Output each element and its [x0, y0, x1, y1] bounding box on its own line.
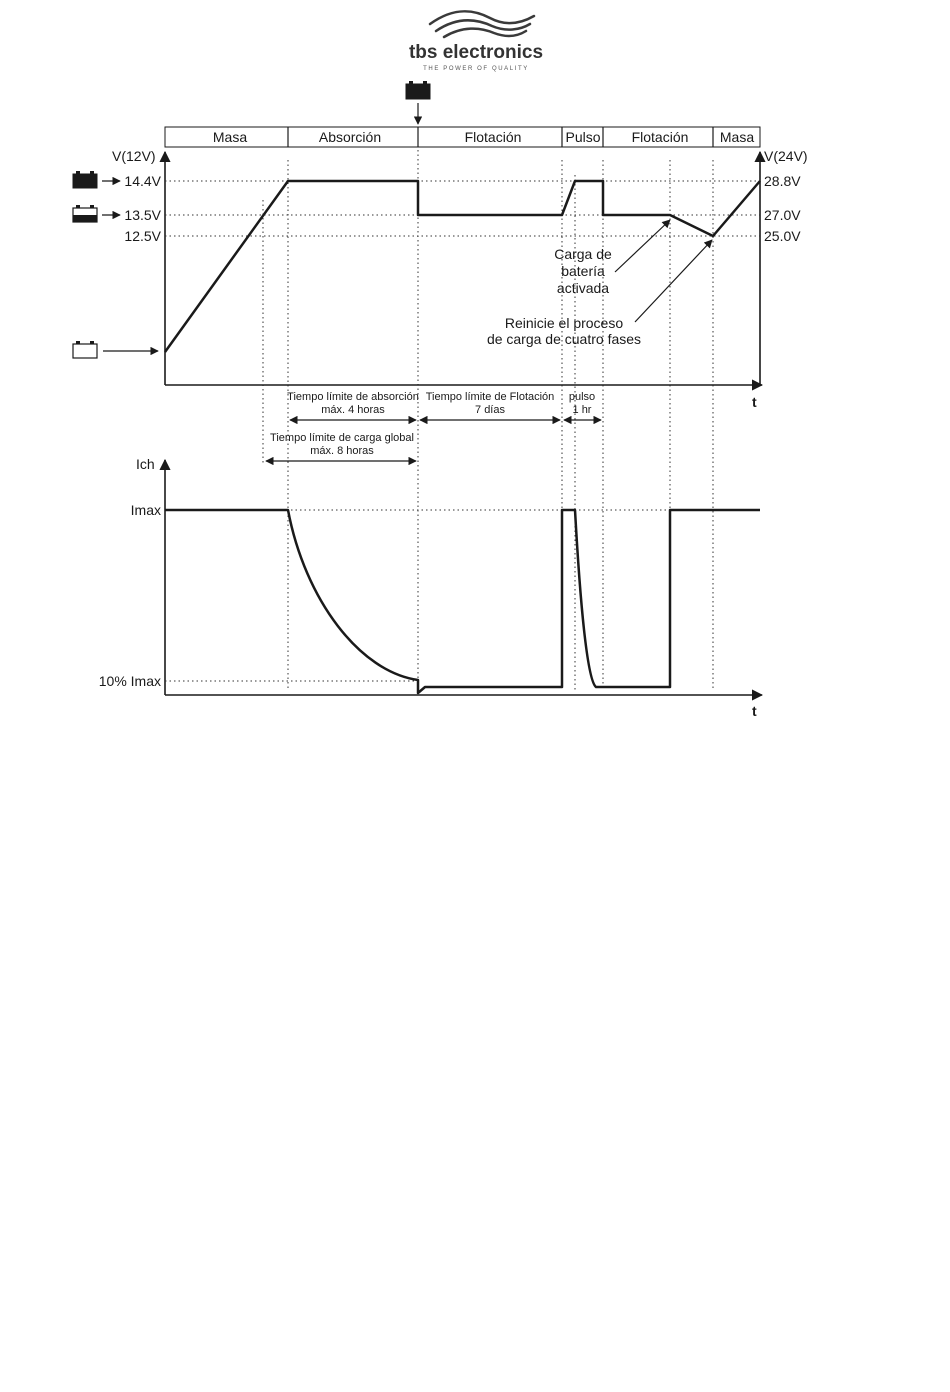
svg-text:Tiempo límite de carga global: Tiempo límite de carga global	[270, 432, 414, 444]
svg-text:Reinicie el proceso: Reinicie el proceso	[504, 315, 624, 331]
tick-10-imax: 10% Imax	[98, 673, 161, 689]
svg-text:Tiempo límite de absorción: Tiempo límite de absorción	[287, 391, 419, 403]
voltage-curve	[165, 181, 760, 352]
brand-tagline: THE POWER OF QUALITY	[423, 66, 529, 72]
timer-absorption	[287, 391, 419, 420]
brand-name: tbs electronics	[408, 42, 544, 63]
svg-text:Tiempo límite de Flotación: Tiempo límite de Flotación	[425, 391, 555, 403]
timer-float	[420, 391, 560, 420]
tick-imax: Imax	[130, 502, 161, 518]
brand-logo	[409, 11, 543, 72]
phase-label-float-1: Flotación	[464, 129, 522, 145]
waves-logo-icon	[430, 11, 534, 37]
svg-text:máx. 8 horas: máx. 8 horas	[310, 445, 374, 457]
battery-half-icon	[73, 205, 97, 222]
tick-14-4v: 14.4V	[124, 173, 161, 189]
svg-text:batería: batería	[561, 263, 605, 279]
voltage-left-axis-label: V(12V)	[112, 148, 156, 164]
svg-text:activada: activada	[556, 280, 610, 296]
battery-full-icon	[406, 81, 430, 99]
phase-label-pulse: Pulso	[565, 129, 601, 145]
current-curve	[165, 510, 760, 693]
tick-13-5v: 13.5V	[124, 207, 161, 223]
voltage-right-axis-label: V(24V)	[764, 148, 808, 164]
svg-text:1 hr: 1 hr	[572, 404, 592, 416]
timer-global	[266, 432, 416, 461]
current-y-axis-label: Ich	[136, 456, 155, 472]
svg-text:Carga de: Carga de	[554, 246, 612, 262]
battery-full-icon	[73, 171, 97, 188]
tick-12-5v: 12.5V	[124, 228, 161, 244]
phase-label-bulk-1: Masa	[212, 129, 248, 145]
phase-label-float-2: Flotación	[631, 129, 689, 145]
voltage-chart	[73, 148, 808, 410]
svg-text:7 días: 7 días	[475, 404, 505, 416]
phase-bar	[165, 127, 760, 147]
svg-text:máx. 4 horas: máx. 4 horas	[321, 404, 385, 416]
tick-28-8v: 28.8V	[764, 173, 801, 189]
tick-25-0v: 25.0V	[764, 228, 801, 244]
phase-label-absorption: Absorción	[318, 129, 382, 145]
phase-label-bulk-2: Masa	[719, 129, 755, 145]
current-chart	[99, 456, 762, 719]
voltage-x-axis-label: t	[752, 394, 757, 410]
svg-text:de carga de cuatro fases: de carga de cuatro fases	[486, 331, 642, 347]
tick-27-0v: 27.0V	[764, 207, 801, 223]
current-x-axis-label: t	[752, 703, 757, 719]
annotation-battery-loaded	[554, 220, 670, 296]
svg-text:pulso: pulso	[568, 391, 596, 403]
timer-pulse	[564, 391, 601, 420]
battery-empty-icon	[73, 341, 97, 358]
